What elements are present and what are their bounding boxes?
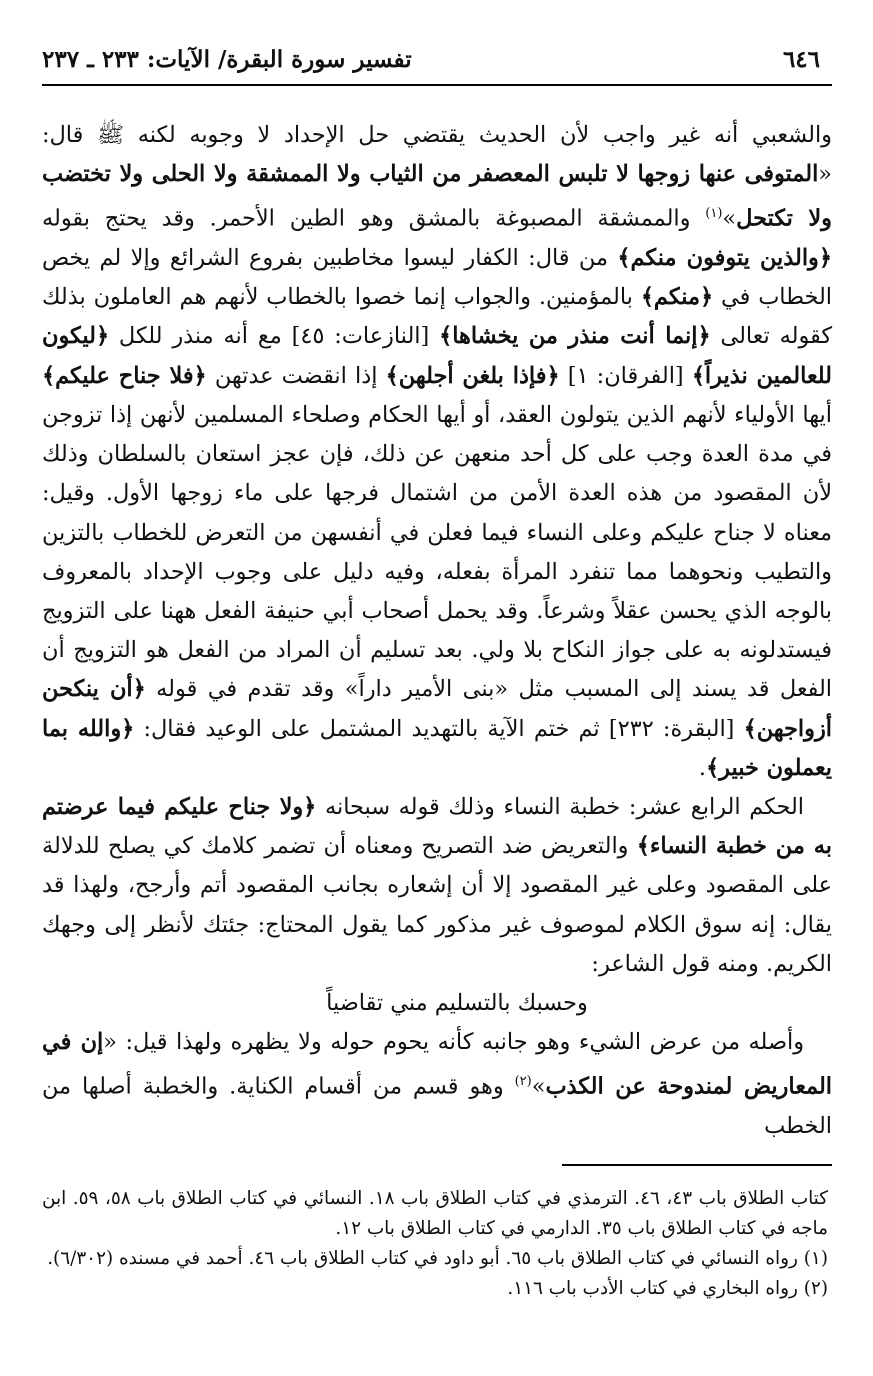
footnotes: [42, 1184, 832, 1304]
footnote-item: كتاب الطلاق باب ٤٣، ٤٦. الترمذي في كتاب الطلاق باب ١٨. النسائي في كتاب الطلاق باب ٥٨، ٥٩. ابن ماجه في كتاب الطلاق باب ٣٥. الدارمي في كتاب الطلاق باب ١٢.: [42, 1188, 828, 1240]
paragraph: [42, 788, 832, 984]
quoted-text: ﴿فإذا بلغن أجلهن﴾: [385, 362, 560, 389]
text-run: »: [722, 205, 737, 232]
paragraph: [42, 1023, 832, 1146]
quoted-text: ﴿ولا جناح عليكم فيما عرضتم به من خطبة النساء﴾: [42, 793, 832, 860]
text-run: والشعبي أنه غير واجب لأن الحديث يقتضي حل الإحداد لا وجوبه لكنه ﷺ قال: «: [42, 122, 832, 188]
text-run: من قال: الكفار ليسوا مخاطبين بفروع الشرائع وإلا لم يخص الخطاب في: [42, 245, 832, 311]
quoted-text: إن في المعاريض لمندوحة عن الكذب: [42, 1029, 832, 1100]
quoted-text: المتوفى عنها زوجها لا تلبس المعصفر من الثياب ولا الممشقة ولا الحلى ولا تختضب ولا تكتحل: [42, 161, 832, 232]
page-header: [42, 44, 832, 86]
quoted-text: ﴿منكم﴾: [640, 284, 714, 311]
footnote-item: (١) رواه النسائي في كتاب الطلاق باب ٦٥. أبو داود في كتاب الطلاق باب ٤٦. أحمد في مسنده (٦/٣٠٢).: [47, 1248, 828, 1270]
text-run: بالمؤمنين. والجواب إنما خصوا بالخطاب لأنهم هم العاملون بذلك كقوله تعالى: [42, 284, 833, 350]
text-run: وأصله من عرض الشيء وهو جانبه كأنه يحوم حوله ولا يظهره ولهذا قيل: «: [103, 1029, 805, 1056]
quoted-text: ﴿إنما أنت منذر من يخشاها﴾: [439, 323, 711, 350]
text-run: أيها الأولياء لأنهم الذين يتولون العقد، أو أيها الحكام وصلحاء المسلمين لأنهن إذا تزوجن في مدة العدة وجب على كل أحد منعهن عن ذلك، فإن عجز استعان بالسلطان وذلك لأن المقصود من هذه العدة الأمن من اشتمال فرجها على ماء زوجها الأول. وقيل: معناه لا جناح عليكم وعلى النساء فيما فعلن في أنفسهن من التعرض للخطاب بالتزين والتطيب ونحوهما مما تنفرد المرأة بفعله، وفيه دليل على وجوب الإحداد بالمعروف بالوجه الذي يحسن عقلاً وشرعاً. وقد يحمل أصحاب أبي حنيفة الفعل ههنا على التزويج فيستدلونه به على جواز النكاح بلا ولي. بعد تسليم أن المراد من الفعل هو التزويج أن الفعل قد يسند إلى المسبب مثل «بنى الأمير داراً» وقد تقدم في قوله: [42, 401, 833, 703]
text-run: الحكم الرابع عشر: خطبة النساء وذلك قوله سبحانه: [316, 793, 804, 820]
text-run: [النازعات: ٤٥] مع أنه منذر للكل: [109, 323, 440, 350]
paragraph: [42, 116, 832, 788]
quoted-text: ﴿والله بما يعملون خبير﴾: [42, 715, 832, 781]
main-text: [42, 116, 832, 1146]
text-run: »: [531, 1073, 546, 1100]
running-title: تفسير سورة البقرة/ الآيات: ٢٣٣ ـ ٢٣٧: [42, 46, 412, 73]
footnote-ref: (١): [705, 206, 723, 222]
quoted-text: ﴿والذين يتوفون منكم﴾: [617, 245, 832, 272]
quoted-text: ﴿فلا جناح عليكم﴾: [42, 362, 207, 389]
quoted-text: ﴿ليكون للعالمين نذيراً﴾: [42, 323, 832, 389]
text-run: والتعريض ضد التصريح ومعناه أن تضمر كلامك كي يصلح للدلالة على المقصود وعلى غير المقصود إلا أن إشعاره بجانب المقصود أتم وأرجح، ولهذا قد يقال: إنه سوق الكلام لموصوف غير مذكور كما يقول المحتاج: جئتك لأنظر إلى وجهك الكريم. ومنه قول الشاعر:: [42, 833, 832, 977]
footnote-divider: [562, 1164, 832, 1166]
text-run: [البقرة: ٢٣٢] ثم ختم الآية بالتهديد المشتمل على الوعيد فقال:: [134, 715, 744, 742]
text-run: .: [698, 754, 706, 781]
text-run: وهو قسم من أقسام الكناية. والخطبة أصلها من الخطب: [42, 1073, 832, 1140]
footnote-item: (٢) رواه البخاري في كتاب الأدب باب ١١٦.: [507, 1278, 828, 1300]
text-run: وحسبك بالتسليم مني تقاضياً: [326, 989, 588, 1016]
book-page: [42, 44, 832, 1304]
footnote-ref: (٢): [514, 1074, 532, 1090]
quoted-text: ﴿أن ينكحن أزواجهن﴾: [42, 676, 833, 742]
text-run: والممشقة المصبوغة بالمشق وهو الطين الأحمر. وقد يحتج بقوله: [42, 205, 706, 232]
page-number: ٦٤٦: [782, 46, 820, 73]
text-run: [الفرقان: ١]: [559, 362, 692, 389]
poem-verse: [42, 984, 832, 1023]
text-run: إذا انقضت عدتهن: [206, 362, 386, 389]
